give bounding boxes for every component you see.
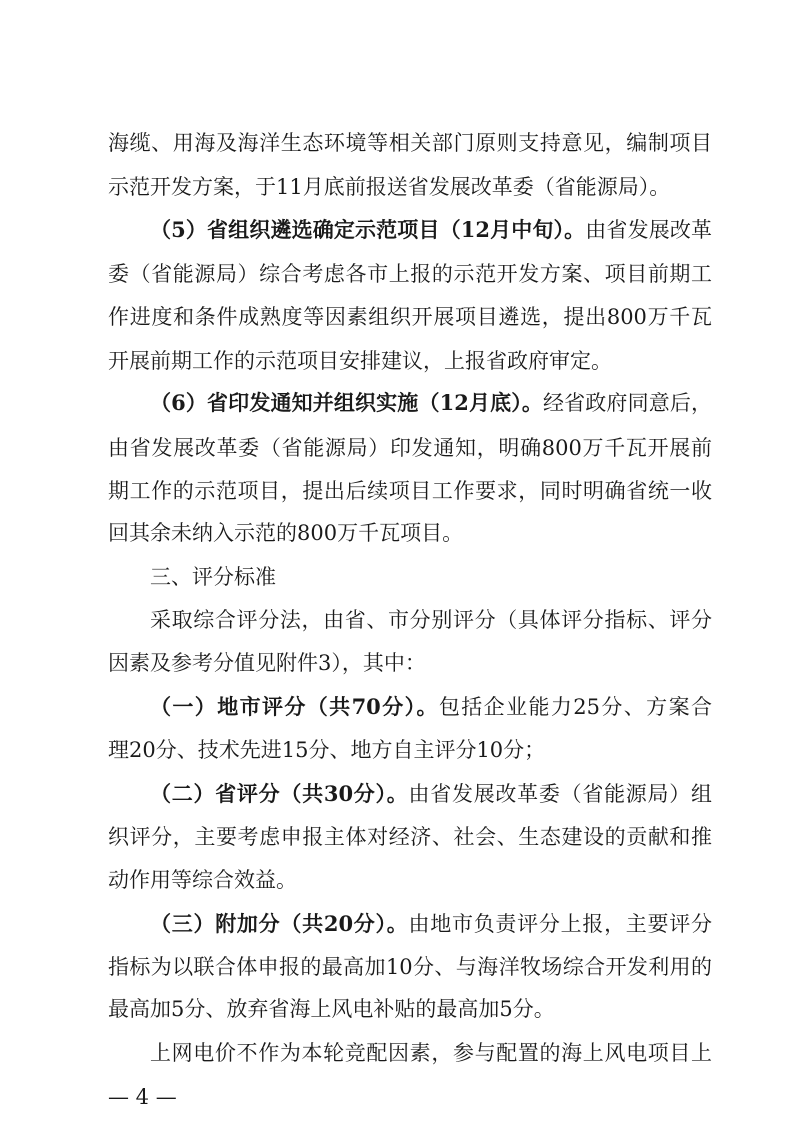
text-segment: 最高加5分、放弃省海上风电补贴的最高加5分。	[108, 997, 555, 1021]
text-segment: 三、评分标准	[150, 565, 276, 589]
text-line	[108, 820, 712, 854]
text-segment: 期工作的示范项目，提出后续项目工作要求，同时明确省统一收	[108, 479, 712, 503]
text-line	[108, 170, 712, 204]
bold-heading-segment: （三）附加分（共20分）。	[150, 911, 409, 936]
text-line	[150, 603, 712, 637]
bold-heading-segment: （5）省组织遴选确定示范项目（12月中旬）。	[150, 217, 586, 242]
text-segment: 因素及参考分值见附件3），其中：	[108, 651, 426, 675]
text-line	[108, 344, 712, 378]
bold-heading-segment: （二）省评分（共30分）。	[150, 781, 409, 806]
text-line	[108, 733, 712, 767]
text-segment: 指标为以联合体申报的最高加10分、与海洋牧场综合开发利用的	[108, 955, 712, 979]
text-segment: 由省发展改革	[585, 218, 712, 242]
text-segment: 回其余未纳入示范的800万千瓦项目。	[108, 521, 464, 545]
text-segment: 上网电价不作为本轮竞配因素，参与配置的海上风电项目上	[150, 1041, 712, 1065]
text-segment: 织评分，主要考虑申报主体对经济、社会、生态建设的贡献和推	[108, 825, 712, 849]
text-segment: 由省发展改革委（省能源局）印发通知，明确800万千瓦开展前	[108, 436, 712, 460]
text-line	[150, 777, 712, 811]
text-segment: 示范开发方案，于11月底前报送省发展改革委（省能源局）。	[108, 175, 671, 199]
text-segment: 包括企业能力25分、方案合	[438, 695, 712, 719]
section-heading	[150, 560, 712, 594]
text-segment: 由地市负责评分上报，主要评分	[408, 912, 712, 936]
text-segment: 采取综合评分法，由省、市分别评分（具体评分指标、评分	[150, 608, 712, 632]
bold-heading-segment: （6）省印发通知并组织实施（12月底）。	[150, 390, 544, 415]
text-line	[150, 690, 712, 724]
text-segment: 动作用等综合效益。	[108, 868, 297, 892]
text-line	[150, 213, 712, 247]
text-line	[108, 474, 712, 508]
text-segment: 海缆、用海及海洋生态环境等相关部门原则支持意见，编制项目	[108, 131, 712, 155]
page-number: — 4 —	[108, 1085, 177, 1109]
text-line	[108, 646, 712, 680]
text-line	[108, 516, 712, 550]
text-segment: 经省政府同意后，	[543, 391, 712, 415]
text-line	[108, 431, 712, 465]
text-line	[150, 1036, 712, 1070]
text-line	[108, 950, 712, 984]
text-segment: 开展前期工作的示范项目安排建议，上报省政府审定。	[108, 349, 612, 373]
text-segment: 作进度和条件成熟度等因素组织开展项目遴选，提出800万千瓦	[108, 305, 712, 329]
text-line	[108, 300, 712, 334]
text-line	[150, 907, 712, 941]
bold-heading-segment: （一）地市评分（共70分）。	[150, 694, 439, 719]
text-line	[108, 126, 712, 160]
text-segment: 由省发展改革委（省能源局）组	[408, 782, 712, 806]
text-segment: 委（省能源局）综合考虑各市上报的示范开发方案、项目前期工	[108, 262, 712, 286]
text-segment: 理20分、技术先进15分、地方自主评分10分；	[108, 738, 546, 762]
text-line	[150, 386, 712, 420]
text-line	[108, 992, 712, 1026]
text-line	[108, 863, 712, 897]
text-line	[108, 257, 712, 291]
